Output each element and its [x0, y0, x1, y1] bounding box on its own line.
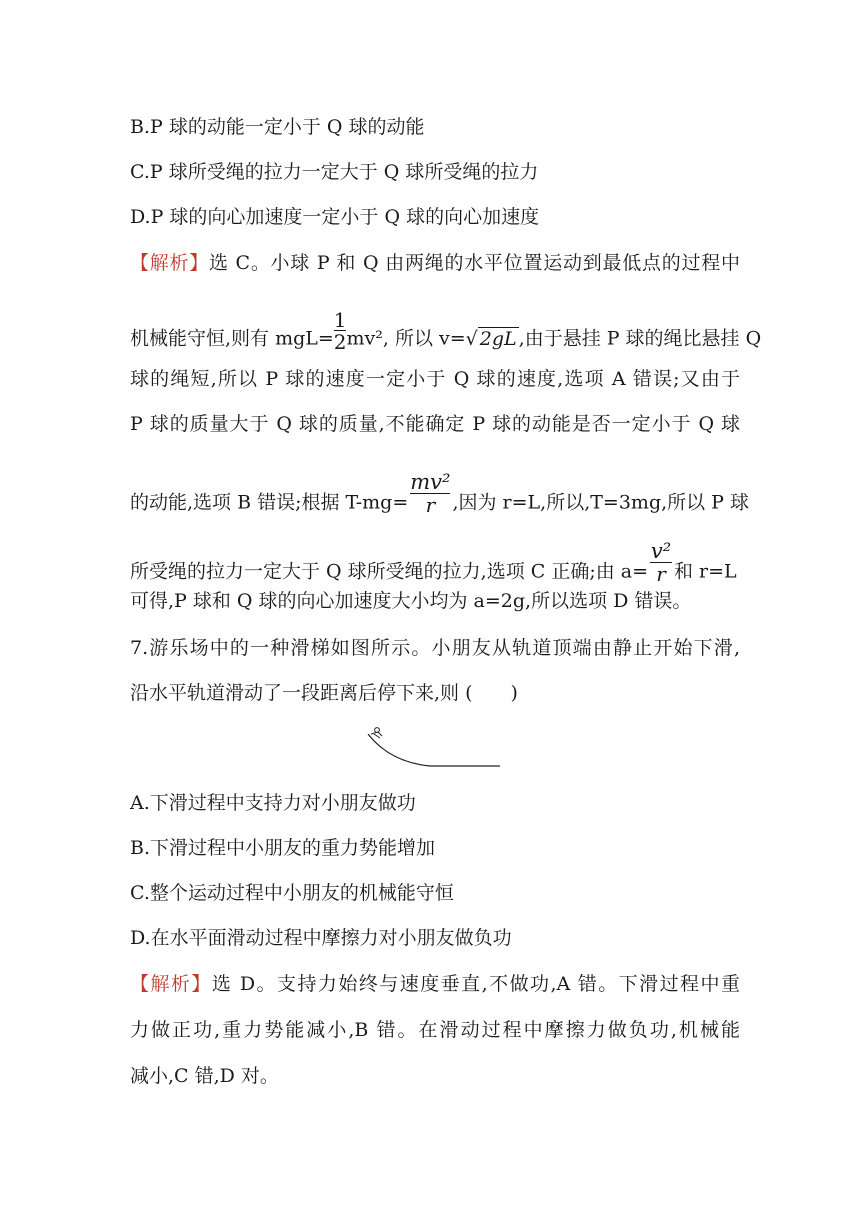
fraction-one-half: $\frac{1}{2}$ [333, 308, 347, 354]
q6-analysis-line-4: P 球的质量大于 Q 球的质量,不能确定 P 球的动能是否一定小于 Q 球 [130, 413, 740, 435]
q7-analysis-line-2: 力做正功,重力势能减小,B 错。在滑动过程中摩擦力做负功,机械能 [130, 1019, 740, 1041]
q6-analysis-line-1: 【解析】选 C。小球 P 和 Q 由两绳的水平位置运动到最低点的过程中 [130, 252, 740, 274]
q6-option-c: C.P 球所受绳的拉力一定大于 Q 球所受绳的拉力 [130, 161, 539, 183]
q6-analysis-line-2: 机械能守恒,则有 mgL= $\frac{1}{2}$ mv², 所以 v=√ 2gL ,由于悬挂 P 球的绳比悬挂 Q [130, 308, 762, 354]
q7-option-c: C.整个运动过程中小朋友的机械能守恒 [130, 882, 454, 904]
analysis-tag: 【解析】 [130, 973, 212, 995]
child-figure-icon [371, 728, 382, 738]
q7-analysis-line-1: 【解析】选 D。支持力始终与速度垂直,不做功,A 错。下滑过程中重 [130, 973, 740, 995]
q7-option-d: D.在水平面滑动过程中摩擦力对小朋友做负功 [130, 927, 512, 949]
analysis-tag: 【解析】 [130, 252, 209, 274]
q6-analysis-line-5: 的动能,选项 B 错误;根据 T-mg= $\frac{\text{mv²}}{r}$ ,因为 r=L,所以,T=3mg,所以 P 球 [130, 470, 750, 517]
q7-option-b: B.下滑过程中小朋友的重力势能增加 [130, 837, 436, 859]
q6-option-d: D.P 球的向心加速度一定小于 Q 球的向心加速度 [130, 206, 540, 228]
sqrt-2gL: √ 2gL [465, 327, 517, 350]
q7-analysis-line-3: 减小,C 错,D 对。 [130, 1065, 279, 1087]
slide-figure [360, 722, 505, 772]
q6-analysis-line-6: 所受绳的拉力一定大于 Q 球所受绳的拉力,选项 C 正确;由 a= $\frac{\text{v²}}{r}$ 和 r=L [130, 539, 737, 586]
q7-option-a: A.下滑过程中支持力对小朋友做功 [130, 792, 416, 814]
fraction-mv2-over-r: $\frac{\text{mv²}}{r}$ [410, 470, 451, 517]
q6-analysis-line-3: 球的绳短,所以 P 球的速度一定小于 Q 球的速度,选项 A 错误;又由于 [130, 368, 740, 390]
q7-stem-line-1: 7.游乐场中的一种滑梯如图所示。小朋友从轨道顶端由静止开始下滑, [130, 637, 740, 659]
q6-analysis-line-7: 可得,P 球和 Q 球的向心加速度大小均为 a=2g,所以选项 D 错误。 [130, 590, 692, 612]
q7-stem-line-2: 沿水平轨道滑动了一段距离后停下来,则 ( ) [130, 682, 518, 704]
q6-option-b: B.P 球的动能一定小于 Q 球的动能 [130, 116, 425, 138]
fraction-v2-over-r: $\frac{\text{v²}}{r}$ [650, 539, 672, 586]
